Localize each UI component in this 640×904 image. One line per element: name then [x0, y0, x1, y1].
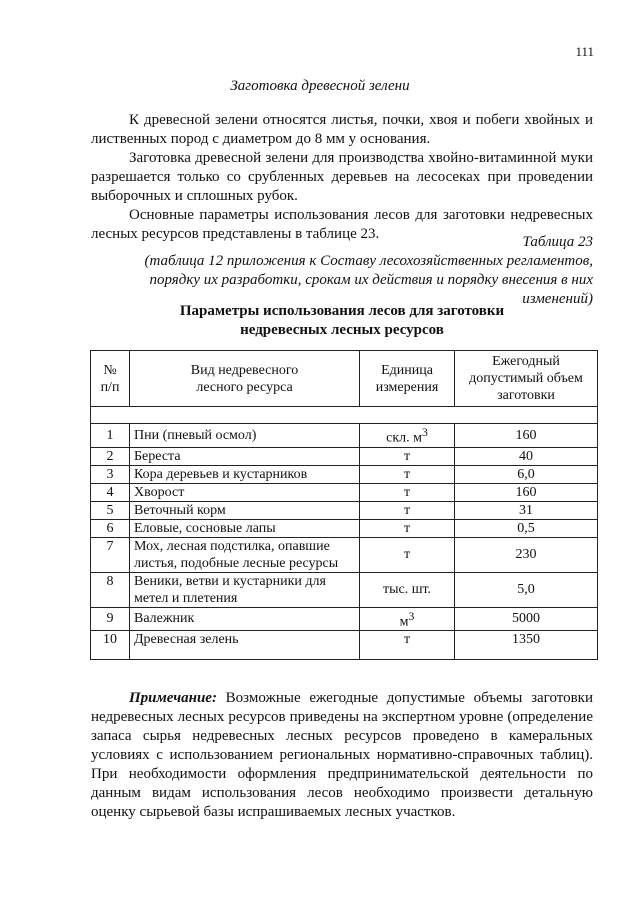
note-label: Примечание: — [129, 690, 217, 706]
table-row — [91, 447, 598, 465]
table-header-row — [91, 351, 598, 407]
table-row — [91, 501, 598, 519]
unit-text: скл. м — [386, 430, 423, 446]
header-unit — [360, 351, 455, 407]
table-reference: (таблица 12 приложения к Составу лесохозяйственных регламентов, порядку их разработки, срокам их действия и порядку внесения в них изменений) — [144, 253, 593, 307]
unit-text: м — [399, 614, 409, 630]
header-volume — [455, 351, 598, 407]
cell-resource: Пни (пневый осмол) — [130, 424, 360, 448]
cell-resource: Хворост — [130, 483, 360, 501]
table-caption — [130, 233, 593, 309]
header-text: измерения — [375, 379, 439, 395]
table-number: Таблица 23 — [522, 234, 593, 250]
table-row — [91, 607, 598, 631]
cell-resource: Валежник — [130, 607, 360, 631]
body-text — [91, 111, 593, 244]
header-text: п/п — [100, 379, 120, 395]
cell-num: 7 — [91, 537, 130, 572]
header-text: заготовки — [497, 388, 555, 403]
header-num — [91, 351, 130, 407]
table-row — [91, 465, 598, 483]
cell-num: 1 — [91, 424, 130, 448]
cell-unit — [360, 424, 455, 448]
cell-volume: 5,0 — [455, 572, 598, 607]
parameters-table — [90, 350, 598, 660]
cell-unit: т — [360, 483, 455, 501]
cell-volume: 1350 — [455, 631, 598, 660]
paragraph: Заготовка древесной зелени для производства хвойно-витаминной муки разрешается только со срубленных деревьев на лесосеках при проведении выборочных и сплошных рубок. — [91, 150, 593, 204]
cell-unit: т — [360, 519, 455, 537]
cell-num: 5 — [91, 501, 130, 519]
cell-volume: 230 — [455, 537, 598, 572]
cell-unit: т — [360, 501, 455, 519]
paragraph: Основные параметры использования лесов для заготовки недревесных лесных ресурсов представлены в таблице 23. — [91, 207, 593, 242]
header-text: Единица — [381, 362, 433, 378]
table-row — [91, 519, 598, 537]
cell-volume: 0,5 — [455, 519, 598, 537]
table-row — [91, 631, 598, 660]
note-text: Возможные ежегодные допустимые объемы заготовки недревесных лесных ресурсов приведены на экспертном уровне (определение запаса сырья недревесных лесных ресурсов проведено в камеральных условиях с использованием региональных нормативно-справочных таблиц). При необходимости оформления предпринимательской деятельности по данным видам использования лесов необходимо произвести детальную оценку сырьевой базы испрашиваемых лесных участков. — [91, 690, 593, 820]
unit-superscript: 3 — [422, 426, 428, 439]
cell-num: 10 — [91, 631, 130, 660]
table-title — [91, 302, 593, 340]
cell-num: 8 — [91, 572, 130, 607]
cell-resource: Древесная зелень — [130, 631, 360, 660]
cell-volume: 160 — [455, 424, 598, 448]
header-text: № — [103, 362, 117, 378]
page-number: 111 — [575, 44, 594, 59]
header-text: лесного ресурса — [196, 379, 293, 395]
cell-resource: Еловые, сосновые лапы — [130, 519, 360, 537]
cell-volume: 40 — [455, 447, 598, 465]
paragraph: К древесной зелени относятся листья, почки, хвоя и побеги хвойных и лиственных пород с диаметром до 8 мм у основания. — [91, 112, 593, 147]
cell-unit — [360, 607, 455, 631]
table-row — [91, 572, 598, 607]
header-text: допустимый объем — [469, 371, 583, 386]
table-title-line: недревесных лесных ресурсов — [240, 322, 444, 338]
header-text: Ежегодный — [492, 354, 560, 369]
cell-unit: т — [360, 465, 455, 483]
cell-resource: Береста — [130, 447, 360, 465]
cell-volume: 6,0 — [455, 465, 598, 483]
section-heading: Заготовка древесной зелени — [230, 78, 410, 94]
header-text: Вид недревесного — [190, 362, 299, 378]
cell-num: 6 — [91, 519, 130, 537]
note-paragraph — [91, 689, 593, 822]
unit-superscript: 3 — [408, 609, 415, 623]
cell-resource: Веточный корм — [130, 501, 360, 519]
cell-resource: Мох, лесная подстилка, опавшие листья, подобные лесные ресурсы — [130, 537, 360, 572]
cell-num: 9 — [91, 607, 130, 631]
cell-num: 4 — [91, 483, 130, 501]
table-row — [91, 424, 598, 448]
cell-volume: 5000 — [455, 607, 598, 631]
cell-unit: тыс. шт. — [360, 572, 455, 607]
cell-volume: 160 — [455, 483, 598, 501]
cell-resource: Веники, ветви и кустарники для метел и плетения — [130, 572, 360, 607]
cell-unit: т — [360, 537, 455, 572]
table-row — [91, 483, 598, 501]
table-row — [91, 537, 598, 572]
cell-num: 2 — [91, 447, 130, 465]
cell-num: 3 — [91, 465, 130, 483]
header-resource — [130, 351, 360, 407]
spacer-cell — [91, 407, 598, 424]
cell-resource: Кора деревьев и кустарников — [130, 465, 360, 483]
table-spacer-row — [91, 407, 598, 424]
cell-volume: 31 — [455, 501, 598, 519]
cell-unit: т — [360, 447, 455, 465]
cell-unit: т — [360, 631, 455, 660]
table-title-line: Параметры использования лесов для заготовки — [179, 303, 505, 319]
